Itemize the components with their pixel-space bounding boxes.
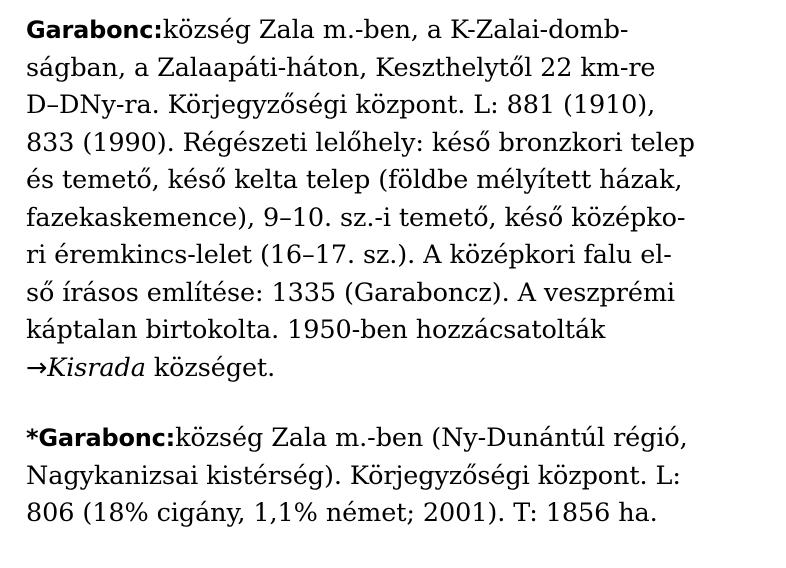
- entry-line: [26, 125, 772, 163]
- entry-line-text: fazekaskemence), 9–10. sz.-i temető, késő középko-: [26, 202, 686, 233]
- entry-line-text: és temető, késő kelta telep (földbe mélyített házak,: [26, 165, 683, 195]
- entry-line-text: ri éremkincs-lelet (16–17. sz.). A középkori falu el-: [26, 240, 672, 270]
- entry-line-text: községet.: [145, 352, 276, 383]
- dictionary-entry-garabonc: [26, 12, 772, 387]
- entry-line: [26, 162, 772, 200]
- cross-reference-arrow-icon: →: [26, 352, 48, 383]
- entry-line: [26, 420, 772, 458]
- entry-line-text: D–DNy-ra. Körjegyzőségi központ. L: 881 (1910),: [26, 90, 656, 120]
- entry-line-text: ső írásos említése: 1335 (Garaboncz). A veszprémi: [26, 277, 675, 308]
- entry-line: [26, 458, 772, 496]
- entry-line: [26, 50, 772, 88]
- dictionary-entry-garabonc-starred: [26, 420, 772, 533]
- entry-line-text: község Zala m.-ben (Ny-Dunántúl régió,: [175, 423, 688, 453]
- entry-line-text: 806 (18% cigány, 1,1% német; 2001). T: 1856 ha.: [26, 498, 658, 528]
- entry-line: [26, 237, 772, 275]
- entry-line: [26, 200, 772, 238]
- entry-line: [26, 12, 772, 50]
- entry-line-text: ságban, a Zalaapáti-háton, Keszthelytől 22 km-re: [26, 52, 656, 83]
- entry-line-word: 1950-ben: [287, 315, 408, 345]
- entry-line-text: 833 (1990). Régészeti lelőhely: késő bronzkori telep: [26, 127, 695, 158]
- entry-headword: Garabonc:: [26, 16, 163, 44]
- entry-line-cross-reference: [26, 350, 772, 388]
- cross-reference-target[interactable]: Kisrada: [47, 352, 146, 383]
- entry-line: [26, 275, 772, 313]
- entry-line-word: birtokolta.: [145, 315, 280, 345]
- entry-line: [26, 312, 772, 350]
- entry-headword: *Garabonc:: [26, 424, 176, 452]
- entry-line-text: Nagykanizsai kistérség). Körjegyzőségi központ. L:: [26, 460, 681, 491]
- entry-line-word: hozzácsatolták: [415, 315, 606, 345]
- entry-line-text: község Zala m.-ben, a K-Zalai-domb-: [162, 15, 629, 45]
- entry-line-word: káptalan: [26, 315, 138, 345]
- entry-line: [26, 495, 772, 533]
- entry-line: [26, 87, 772, 125]
